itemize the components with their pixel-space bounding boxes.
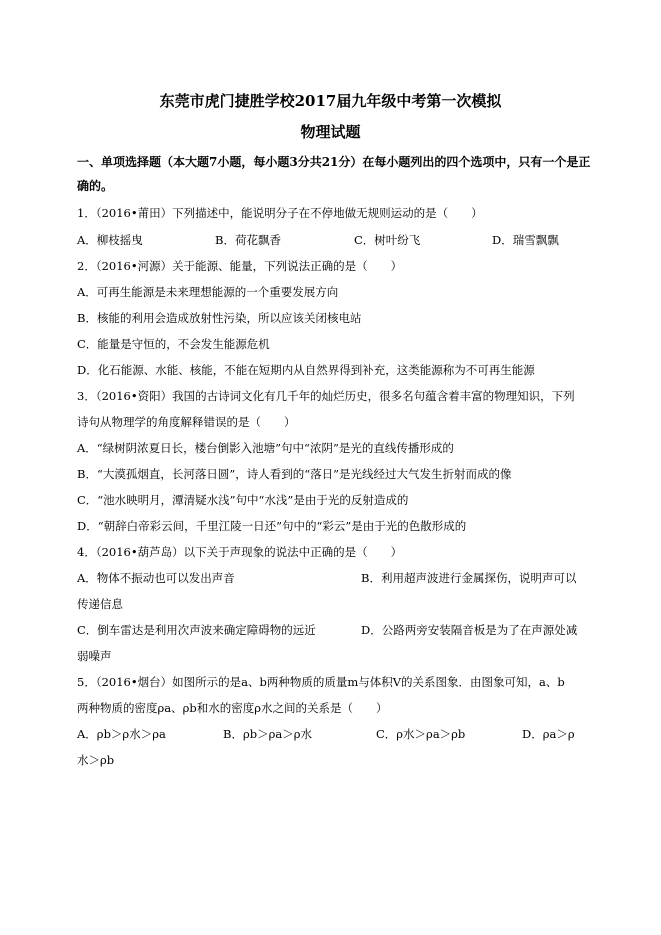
- q4-stem: 4．（2016•葫芦岛）以下关于声现象的说法中正确的是（ ）: [77, 545, 403, 559]
- q5-stem-line2: 两种物质的密度ρa、ρb和水的密度ρ水之间的关系是（ ）: [77, 701, 388, 715]
- q1-option-d: D．瑞雪飘飘: [492, 233, 559, 247]
- q4-option-a: A．物体不振动也可以发出声音: [77, 571, 235, 585]
- q1-stem: 1．（2016•莆田）下列描述中，能说明分子在不停地做无规则运动的是（ ）: [77, 206, 483, 220]
- q4-option-b-line1: B．利用超声波进行金属探伤，说明声可以: [361, 571, 577, 585]
- exam-title: 东莞市虎门捷胜学校2017届九年级中考第一次模拟: [159, 92, 502, 110]
- q5-option-b: B．ρb＞ρa＞ρ水: [223, 727, 312, 741]
- q2-stem: 2．（2016•河源）关于能源、能量，下列说法正确的是（ ）: [77, 259, 403, 273]
- q4-option-c: C．倒车雷达是利用次声波来确定障碍物的远近: [77, 623, 316, 637]
- q2-option-c: C．能量是守恒的，不会发生能源危机: [77, 337, 270, 351]
- q3-option-c: C．“池水映明月，潭清疑水浅”句中“水浅”是由于光的反射造成的: [77, 493, 409, 507]
- q1-option-a: A．柳枝摇曳: [77, 233, 143, 247]
- q3-option-b: B．“大漠孤烟直，长河落日圆”，诗人看到的“落日”是光线经过大气发生折射而成的像: [77, 467, 512, 481]
- q2-option-d: D．化石能源、水能、核能，不能在短期内从自然界得到补充，这类能源称为不可再生能源: [77, 363, 535, 377]
- exam-subtitle: 物理试题: [300, 123, 361, 141]
- q4-option-d-line2: 弱噪声: [77, 649, 112, 663]
- q5-option-a: A．ρb＞ρ水＞ρa: [77, 727, 166, 741]
- q4-option-b-line2: 传递信息: [77, 597, 123, 611]
- section-heading-line2: 确的。: [77, 179, 114, 193]
- q1-option-b: B．荷花飘香: [215, 233, 281, 247]
- section-heading-line1: 一、单项选择题（本大题7小题，每小题3分共21分）在每小题列出的四个选项中，只有一个是正: [77, 155, 591, 169]
- q3-stem-line1: 3．（2016•资阳）我国的古诗词文化有几千年的灿烂历史，很多名句蕴含着丰富的物理知识，下列: [77, 389, 575, 403]
- q1-option-c: C．树叶纷飞: [354, 233, 421, 247]
- q5-option-c: C．ρ水＞ρa＞ρb: [376, 727, 466, 741]
- q5-stem-line1: 5．（2016•烟台）如图所示的是a、b两种物质的质量m与体积V的关系图象．由图象可知，a、b: [77, 675, 565, 689]
- q2-option-a: A．可再生能源是未来理想能源的一个重要发展方向: [77, 285, 339, 299]
- q2-option-b: B．核能的利用会造成放射性污染，所以应该关闭核电站: [77, 311, 362, 325]
- q4-option-d-line1: D．公路两旁安装隔音板是为了在声源处减: [361, 623, 578, 637]
- q5-option-d-line2: 水＞ρb: [77, 753, 115, 767]
- q3-stem-line2: 诗句从物理学的角度解释错误的是（ ）: [77, 415, 296, 429]
- q5-option-d-line1: D．ρa＞ρ: [522, 727, 575, 741]
- q3-option-a: A．“绿树阴浓夏日长，楼台倒影入池塘”句中“浓阴”是光的直线传播形成的: [77, 441, 454, 455]
- q3-option-d: D．“朝辞白帝彩云间，千里江陵一日还”句中的“彩云”是由于光的色散形成的: [77, 519, 467, 533]
